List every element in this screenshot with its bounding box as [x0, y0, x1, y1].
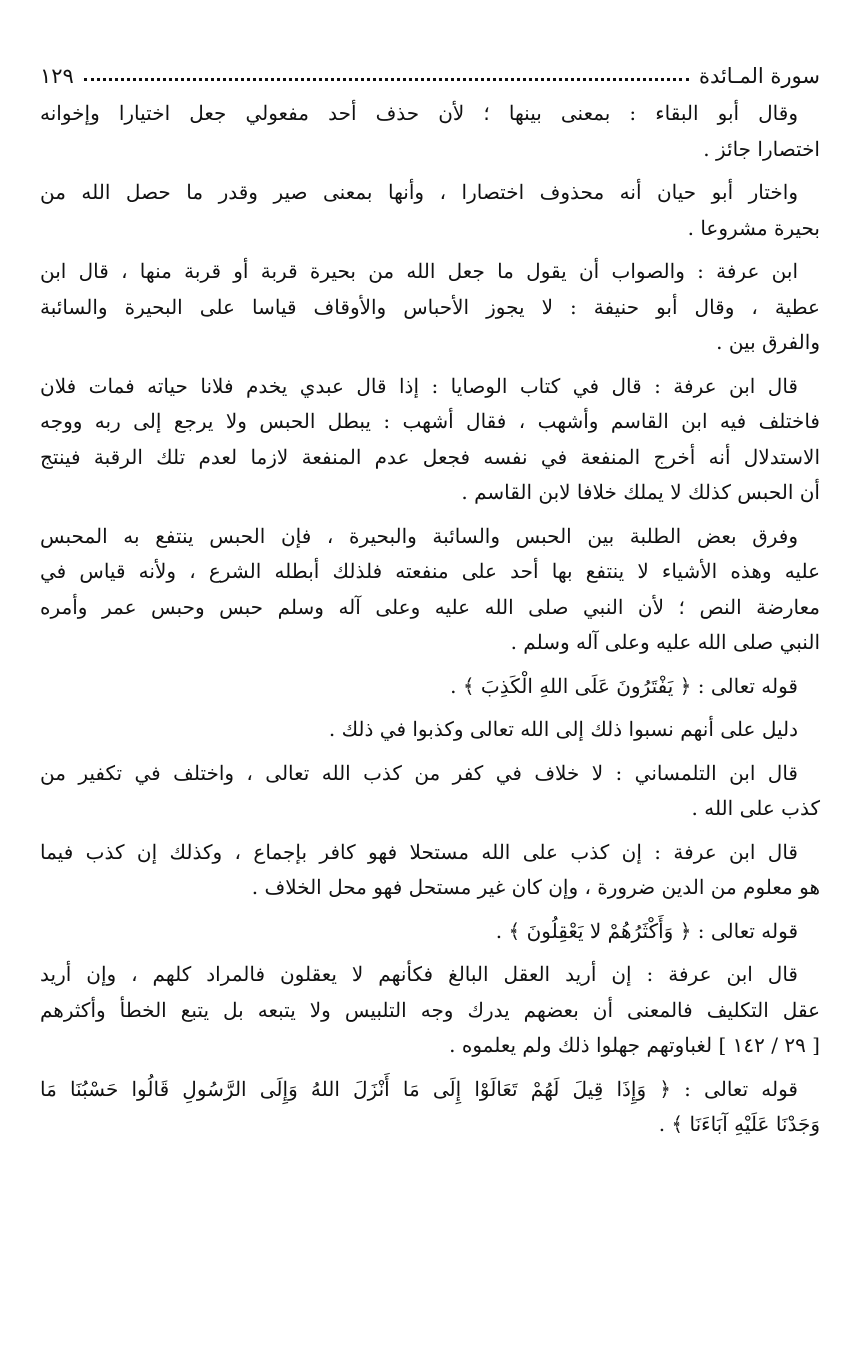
header-dotted-leader: [84, 78, 689, 81]
text-line: النبي صلى الله عليه وعلى آله وسلم .: [510, 630, 820, 654]
text-line: أن الحبس كذلك لا يملك خلافا لابن القاسم .: [461, 480, 820, 504]
text-line: عليه وهذه الأشياء لا ينتفع بها أحد على منفعته فلذلك أبطله الشرع ، ولأنه قياس في: [40, 559, 820, 583]
text-line: ابن عرفة : والصواب أن يقول ما جعل الله من بحيرة قربة أو قربة منها ، قال ابن: [40, 259, 798, 283]
paragraph: [40, 914, 820, 950]
running-header: [40, 52, 820, 88]
text-line: دليل على أنهم نسبوا ذلك إلى الله تعالى وكذبوا في ذلك .: [328, 717, 798, 741]
text-line: وَجَدْنَا عَلَيْهِ آبَاءَنَا ﴾ .: [658, 1112, 820, 1136]
text-line: قوله تعالى : ﴿ يَفْتَرُونَ عَلَى اللهِ الْكَذِبَ ﴾ .: [450, 673, 798, 698]
text-line: قال ابن عرفة : إن أريد العقل البالغ فكأنهم لا يعقلون فالمراد كلهم ، وإن أريد: [40, 962, 798, 986]
text-line: عقل التكليف فالمعنى أن بعضهم يدرك وجه التلبيس ولا يتبعه بل يتبع الخطأ وأكثرهم: [40, 997, 821, 1022]
body-text: [40, 96, 820, 1143]
text-line: [ ٢٩ / ١٤٢ ] لغباوتهم جهلوا ذلك ولم يعلموه .: [449, 1033, 820, 1057]
paragraph: [40, 96, 820, 167]
book-page: [40, 52, 820, 1151]
paragraph: [40, 369, 820, 511]
text-line: قوله تعالى : ﴿ وَإِذَا قِيلَ لَهُمْ تَعَالَوْا إِلَى مَا أَنْزَلَ اللهُ وَإِلَى الرَّسُولِ قَالُوا حَسْبُنَا مَا: [40, 1076, 798, 1101]
text-line: وفرق بعض الطلبة بين الحبس والسائبة والبحيرة ، فإن الحبس ينتفع به المحبس: [40, 523, 798, 548]
text-line: كذب على الله .: [691, 796, 820, 820]
text-line: قال ابن التلمساني : لا خلاف في كفر من كذب الله تعالى ، واختلف في تكفير من: [40, 760, 798, 785]
paragraph: [40, 756, 820, 827]
paragraph: [40, 254, 820, 361]
paragraph: [40, 669, 820, 705]
paragraph: [40, 175, 820, 246]
text-line: فاختلف فيه ابن القاسم وأشهب ، فقال أشهب : يبطل الحبس ولا يرجع إلى ربه ووجه: [40, 409, 820, 433]
page-number: ١٢٩: [40, 64, 74, 88]
text-line: بحيرة مشروعا .: [687, 215, 820, 240]
text-line: اختصارا جائز .: [703, 136, 820, 161]
text-line: واختار أبو حيان أنه محذوف اختصارا ، وأنها بمعنى صير وقدر ما حصل الله من: [40, 180, 798, 204]
text-line: معارضة النص ؛ لأن النبي صلى الله عليه وعلى آله وسلم حبس وحبس عمر وأمره: [40, 594, 820, 619]
text-line: قال ابن عرفة : قال في كتاب الوصايا : إذا قال عبدي يخدم فلانا حياته فمات فلان: [40, 373, 798, 398]
text-line: قوله تعالى : ﴿ وَأَكْثَرُهُمْ لا يَعْقِلُونَ ﴾ .: [495, 918, 798, 943]
text-line: الاستدلال أنه أخرج المنفعة في نفسه فجعل عدم المنفعة لازما لعدم تلك الرقبة فينتج: [40, 444, 820, 469]
surah-title: سورة المـائدة: [698, 64, 820, 88]
paragraph: [40, 835, 820, 906]
paragraph: [40, 712, 820, 748]
text-line: هو معلوم من الدين ضرورة ، وإن كان غير مستحل فهو محل الخلاف .: [251, 875, 820, 899]
text-line: والفرق بين .: [716, 330, 820, 354]
paragraph: [40, 519, 820, 661]
text-line: وقال أبو البقاء : بمعنى بينها ؛ لأن حذف أحد مفعولي جعل اختيارا وإخوانه: [40, 101, 798, 125]
paragraph: [40, 1072, 820, 1143]
paragraph: [40, 957, 820, 1064]
text-line: عطية ، وقال أبو حنيفة : لا يجوز الأحباس والأوقاف قياسا على البحيرة والسائبة: [40, 294, 820, 319]
text-line: قال ابن عرفة : إن كذب على الله مستحلا فهو كافر بإجماع ، وكذلك إن كذب فيما: [40, 839, 798, 864]
